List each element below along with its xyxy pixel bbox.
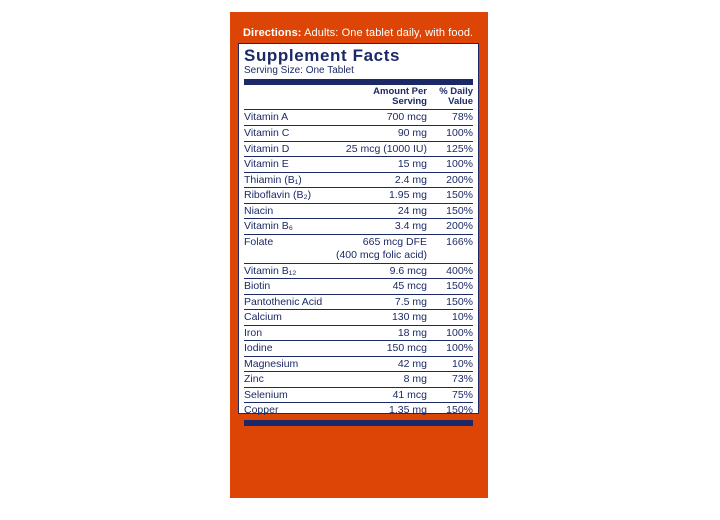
nutrient-name: Folate	[244, 235, 274, 248]
nutrient-amount: 90 mg	[397, 127, 427, 139]
nutrient-name: Iodine	[244, 342, 273, 354]
nutrient-name: Vitamin D	[244, 142, 290, 155]
table-row	[244, 110, 473, 125]
nutrient-amount: 41 mcg	[392, 388, 427, 401]
divider-thick-bottom	[244, 420, 473, 426]
nutrient-amount: 150 mcg	[386, 342, 427, 354]
table-row	[244, 141, 473, 157]
nutrient-name: Vitamin B₁₂	[244, 264, 297, 277]
nutrient-amount: 1.95 mg	[389, 189, 427, 201]
nutrient-daily-value: 100%	[446, 342, 473, 354]
table-row	[244, 156, 473, 172]
table-row	[244, 402, 473, 418]
table-row	[244, 294, 473, 310]
column-header-amount-per-serving	[373, 87, 427, 107]
nutrient-name: Riboflavin (B₂)	[244, 189, 312, 201]
table-row	[244, 387, 473, 403]
nutrient-daily-value: 200%	[446, 220, 473, 232]
nutrient-amount: 2.4 mg	[394, 173, 427, 186]
directions-body: Adults: One tablet daily, with food.	[301, 27, 474, 39]
nutrient-daily-value: 150%	[446, 189, 473, 201]
nutrient-table	[244, 110, 473, 418]
table-row	[244, 371, 473, 387]
nutrient-daily-value: 200%	[446, 173, 473, 186]
nutrient-name: Pantothenic Acid	[244, 295, 323, 308]
table-row	[244, 309, 473, 325]
table-row	[244, 263, 473, 279]
table-row	[244, 234, 473, 263]
table-row	[244, 325, 473, 341]
serving-size: Serving Size: One Tablet	[244, 65, 354, 76]
table-row	[244, 340, 473, 356]
directions-line	[243, 27, 480, 40]
nutrient-amount: 1.35 mg	[389, 404, 427, 416]
table-header-row	[244, 85, 473, 110]
nutrient-name: Vitamin E	[244, 158, 289, 170]
nutrient-daily-value: 150%	[446, 204, 473, 217]
nutrient-daily-value: 125%	[446, 142, 473, 155]
nutrient-name: Niacin	[244, 204, 274, 217]
table-row	[244, 218, 473, 234]
table-row	[244, 125, 473, 141]
nutrient-daily-value: 166%	[446, 235, 473, 248]
nutrient-daily-value: 400%	[446, 264, 473, 277]
nutrient-name: Zinc	[244, 373, 264, 385]
nutrient-amount: 7.5 mg	[394, 295, 427, 308]
nutrient-amount: 24 mg	[397, 204, 427, 217]
nutrient-amount: 665 mcg DFE (400 mcg folic acid)	[335, 235, 427, 261]
nutrient-name: Vitamin C	[244, 127, 290, 139]
directions-label: Directions:	[243, 27, 302, 39]
amount-header-line1: Amount Per	[373, 86, 427, 97]
dv-header-line1: % Daily	[439, 86, 473, 97]
nutrient-name: Copper	[244, 404, 279, 416]
nutrient-amount: 25 mcg (1000 IU)	[345, 142, 427, 155]
nutrient-name: Calcium	[244, 311, 282, 323]
nutrient-daily-value: 150%	[446, 404, 473, 416]
dv-header-line2: Value	[448, 96, 473, 107]
amount-header-line2: Serving	[392, 96, 427, 107]
nutrient-daily-value: 75%	[451, 388, 473, 401]
nutrient-name: Magnesium	[244, 357, 299, 370]
nutrient-daily-value: 100%	[446, 158, 473, 170]
panel-title: Supplement Facts	[244, 46, 401, 65]
supplement-label	[230, 12, 488, 498]
nutrient-name: Vitamin B₆	[244, 220, 293, 232]
nutrient-daily-value: 150%	[446, 280, 473, 292]
table-row	[244, 356, 473, 372]
nutrient-amount: 700 mcg	[386, 111, 427, 123]
nutrient-name: Iron	[244, 326, 263, 339]
table-row	[244, 203, 473, 219]
nutrient-daily-value: 100%	[446, 326, 473, 339]
nutrient-amount: 130 mg	[391, 311, 427, 323]
nutrient-name: Thiamin (B₁)	[244, 173, 302, 186]
nutrient-amount: 18 mg	[397, 326, 427, 339]
nutrient-daily-value: 100%	[446, 127, 473, 139]
nutrient-daily-value: 73%	[451, 373, 473, 385]
nutrient-amount: 9.6 mcg	[389, 264, 427, 277]
nutrient-amount: 45 mcg	[392, 280, 427, 292]
nutrient-daily-value: 10%	[451, 357, 473, 370]
nutrient-amount: 15 mg	[397, 158, 427, 170]
nutrient-name: Vitamin A	[244, 111, 289, 123]
table-row	[244, 278, 473, 294]
nutrient-amount: 3.4 mg	[394, 220, 427, 232]
nutrient-amount: 8 mg	[403, 373, 427, 385]
table-row	[244, 187, 473, 203]
nutrient-amount: 42 mg	[397, 357, 427, 370]
nutrient-daily-value: 10%	[451, 311, 473, 323]
table-row	[244, 172, 473, 188]
column-header-daily-value	[427, 87, 473, 107]
nutrient-daily-value: 78%	[451, 111, 473, 123]
supplement-facts-panel	[238, 43, 479, 414]
nutrient-daily-value: 150%	[446, 295, 473, 308]
nutrient-name: Biotin	[244, 280, 271, 292]
nutrient-amount-line2: (400 mcg folic acid)	[335, 249, 427, 261]
nutrient-name: Selenium	[244, 388, 288, 401]
